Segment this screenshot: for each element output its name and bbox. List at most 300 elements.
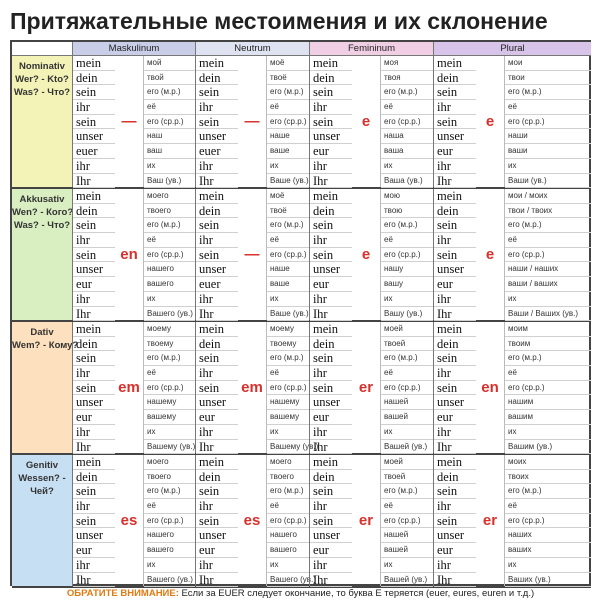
translation-cell: его (ср.р.): [505, 514, 591, 529]
gender-column-plural: [433, 56, 591, 187]
translation-list: [266, 455, 316, 586]
translation-cell: нашему: [144, 395, 195, 410]
pronoun-cell: sein: [73, 351, 115, 366]
pronoun-cell: eur: [196, 543, 238, 558]
translation-cell: Вашего (ув.): [144, 307, 195, 322]
page-title: Притяжательные местоимения и их склонение: [10, 8, 548, 34]
pronoun-cell: mein: [310, 56, 352, 71]
translation-cell: его (м.р.): [267, 484, 309, 499]
pronoun-cell: Ihr: [196, 573, 238, 588]
translation-cell: нашего: [267, 528, 309, 543]
pronoun-cell: ihr: [73, 499, 115, 514]
translation-cell: его (м.р.): [381, 351, 433, 366]
pronoun-cell: unser: [73, 395, 115, 410]
translation-cell: их: [381, 425, 433, 440]
case-q2: Was? - Что?: [13, 220, 71, 231]
pronoun-cell: mein: [434, 189, 476, 204]
pronoun-list: [434, 322, 476, 453]
translation-cell: их: [381, 292, 433, 307]
pronoun-cell: sein: [434, 514, 476, 529]
pronoun-list: [73, 56, 115, 187]
translation-cell: его (ср.р.): [144, 115, 195, 130]
translation-cell: твоего: [267, 470, 309, 485]
translation-cell: моего: [267, 455, 309, 470]
gender-column-plural: [433, 189, 591, 320]
translation-cell: Вашего (ув.): [144, 573, 195, 588]
pronoun-cell: Ihr: [434, 573, 476, 588]
pronoun-cell: ihr: [196, 292, 238, 307]
pronoun-cell: mein: [73, 322, 115, 337]
translation-cell: Вашего (ув.): [267, 573, 309, 588]
pronoun-cell: mein: [434, 56, 476, 71]
translation-cell: твоему: [267, 337, 309, 352]
pronoun-cell: unser: [196, 262, 238, 277]
pronoun-cell: sein: [73, 248, 115, 263]
translation-cell: моему: [144, 322, 195, 337]
pronoun-cell: ihr: [196, 499, 238, 514]
pronoun-cell: eur: [73, 543, 115, 558]
translation-cell: моя: [381, 56, 433, 71]
pronoun-cell: ihr: [196, 100, 238, 115]
pronoun-cell: mein: [73, 455, 115, 470]
pronoun-cell: sein: [310, 484, 352, 499]
pronoun-cell: sein: [310, 115, 352, 130]
gender-column-neutrum: [195, 189, 309, 320]
pronoun-cell: mein: [196, 56, 238, 71]
translation-cell: его (м.р.): [381, 484, 433, 499]
translation-cell: его (м.р.): [144, 484, 195, 499]
case-label-akkusativ: [12, 189, 72, 322]
ending-label: —: [121, 113, 137, 130]
translation-list: [143, 56, 195, 187]
pronoun-cell: ihr: [434, 425, 476, 440]
pronoun-cell: eur: [434, 543, 476, 558]
case-block-akkusativ: [72, 189, 591, 322]
gender-column-maskulinum: [72, 56, 195, 187]
case-label-genitiv: [12, 455, 72, 588]
pronoun-cell: dein: [196, 337, 238, 352]
translation-cell: твоя: [381, 71, 433, 86]
pronoun-cell: dein: [196, 71, 238, 86]
translation-cell: его (ср.р.): [267, 514, 309, 529]
translation-cell: её: [381, 366, 433, 381]
translation-cell: их: [144, 425, 195, 440]
pronoun-cell: eur: [73, 410, 115, 425]
pronoun-cell: dein: [434, 71, 476, 86]
translation-list: [380, 322, 433, 453]
pronoun-cell: mein: [73, 56, 115, 71]
translation-cell: мои: [505, 56, 591, 71]
pronoun-cell: euer: [196, 144, 238, 159]
translation-list: [504, 455, 591, 586]
pronoun-cell: unser: [73, 528, 115, 543]
ending-label: —: [244, 246, 260, 263]
translation-cell: её: [381, 233, 433, 248]
pronoun-cell: sein: [196, 248, 238, 263]
pronoun-list: [434, 56, 476, 187]
translation-cell: его (м.р.): [144, 218, 195, 233]
pronoun-cell: sein: [310, 218, 352, 233]
translation-cell: твою: [381, 204, 433, 219]
pronoun-cell: unser: [73, 262, 115, 277]
translation-cell: моей: [381, 322, 433, 337]
translation-list: [266, 189, 309, 320]
case-block-genitiv: [72, 455, 591, 588]
pronoun-cell: ihr: [196, 366, 238, 381]
translation-cell: наш: [144, 129, 195, 144]
pronoun-cell: Ihr: [73, 573, 115, 588]
pronoun-cell: sein: [310, 381, 352, 396]
translation-cell: его (ср.р.): [505, 115, 591, 130]
gender-column-maskulinum: [72, 189, 195, 320]
translation-cell: твоего: [144, 470, 195, 485]
pronoun-list: [310, 56, 352, 187]
translation-cell: её: [381, 100, 433, 115]
pronoun-cell: Ihr: [196, 307, 238, 322]
translation-cell: его (ср.р.): [381, 248, 433, 263]
translation-cell: мою: [381, 189, 433, 204]
translation-cell: наша: [381, 129, 433, 144]
translation-cell: её: [144, 233, 195, 248]
translation-cell: твой: [144, 71, 195, 86]
translation-cell: Вашей (ув.): [381, 573, 433, 588]
pronoun-list: [196, 455, 238, 586]
pronoun-cell: sein: [196, 381, 238, 396]
translation-cell: его (м.р.): [505, 351, 591, 366]
translation-list: [143, 322, 195, 453]
pronoun-cell: Ihr: [73, 440, 115, 455]
pronoun-cell: sein: [434, 248, 476, 263]
pronoun-cell: mein: [310, 322, 352, 337]
ending-label: en: [481, 379, 499, 396]
pronoun-list: [196, 56, 238, 187]
translation-cell: вашей: [381, 543, 433, 558]
pronoun-cell: ihr: [73, 425, 115, 440]
translation-cell: её: [505, 499, 591, 514]
case-label-nominativ: [12, 56, 72, 189]
ending-label: es: [243, 512, 261, 529]
translation-cell: нашу: [381, 262, 433, 277]
pronoun-cell: Ihr: [310, 307, 352, 322]
translation-list: [380, 455, 433, 586]
pronoun-cell: ihr: [196, 233, 238, 248]
translation-cell: его (м.р.): [505, 85, 591, 100]
translation-cell: твоим: [505, 337, 591, 352]
pronoun-list: [196, 189, 238, 320]
pronoun-cell: sein: [434, 381, 476, 396]
translation-cell: её: [267, 499, 309, 514]
pronoun-cell: unser: [310, 129, 352, 144]
translation-cell: их: [381, 159, 433, 174]
translation-cell: его (м.р.): [505, 218, 591, 233]
ending-label: en: [120, 246, 138, 263]
pronoun-cell: ihr: [310, 100, 352, 115]
declension-table: [10, 40, 591, 586]
pronoun-cell: ihr: [196, 425, 238, 440]
pronoun-list: [434, 455, 476, 586]
pronoun-cell: sein: [196, 351, 238, 366]
translation-list: [380, 56, 433, 187]
translation-cell: твоего: [144, 204, 195, 219]
translation-cell: его (ср.р.): [381, 381, 433, 396]
pronoun-cell: sein: [310, 85, 352, 100]
pronoun-cell: sein: [196, 85, 238, 100]
case-q1: Wen? - Кого?: [12, 207, 74, 218]
translation-list: [380, 189, 433, 320]
pronoun-cell: Ihr: [310, 573, 352, 588]
case-q1: Wessen? -: [18, 473, 66, 484]
pronoun-cell: sein: [73, 218, 115, 233]
translation-cell: нашему: [267, 395, 309, 410]
translation-cell: твоему: [144, 337, 195, 352]
pronoun-cell: dein: [310, 204, 352, 219]
ending-label: er: [358, 379, 374, 396]
translation-cell: его (м.р.): [144, 85, 195, 100]
translation-cell: её: [267, 100, 309, 115]
pronoun-cell: sein: [434, 484, 476, 499]
translation-cell: её: [144, 366, 195, 381]
ending-label: er: [482, 512, 498, 529]
translation-cell: моего: [144, 455, 195, 470]
translation-cell: моего: [144, 189, 195, 204]
gender-column-femininum: [309, 189, 433, 320]
pronoun-cell: eur: [310, 410, 352, 425]
translation-cell: ваши: [505, 144, 591, 159]
pronoun-cell: mein: [196, 322, 238, 337]
translation-cell: его (м.р.): [381, 218, 433, 233]
translation-cell: ваш: [144, 144, 195, 159]
pronoun-cell: dein: [434, 337, 476, 352]
translation-cell: его (ср.р.): [267, 381, 309, 396]
translation-cell: вашим: [505, 410, 591, 425]
pronoun-cell: mein: [310, 189, 352, 204]
translation-cell: его (м.р.): [505, 484, 591, 499]
pronoun-cell: sein: [196, 514, 238, 529]
pronoun-cell: eur: [310, 543, 352, 558]
pronoun-cell: dein: [196, 470, 238, 485]
translation-cell: их: [505, 159, 591, 174]
pronoun-cell: sein: [434, 351, 476, 366]
translation-cell: Ваших (ув.): [505, 573, 591, 588]
translation-cell: наших: [505, 528, 591, 543]
translation-cell: его (ср.р.): [267, 248, 309, 263]
translation-cell: их: [505, 292, 591, 307]
pronoun-cell: Ihr: [434, 174, 476, 189]
pronoun-cell: sein: [196, 115, 238, 130]
pronoun-cell: sein: [434, 115, 476, 130]
gender-column-neutrum: [195, 56, 309, 187]
translation-cell: вашему: [267, 410, 309, 425]
translation-cell: Ваша (ув.): [381, 174, 433, 189]
translation-cell: его (ср.р.): [505, 248, 591, 263]
pronoun-cell: ihr: [310, 499, 352, 514]
translation-cell: ваше: [267, 144, 309, 159]
pronoun-list: [434, 189, 476, 320]
pronoun-cell: dein: [310, 470, 352, 485]
pronoun-cell: unser: [310, 528, 352, 543]
pronoun-cell: ihr: [73, 159, 115, 174]
pronoun-cell: sein: [196, 218, 238, 233]
pronoun-cell: ihr: [73, 233, 115, 248]
translation-cell: их: [267, 292, 309, 307]
pronoun-cell: mein: [196, 455, 238, 470]
translation-cell: Вашему (ув.): [144, 440, 195, 455]
translation-cell: твоей: [381, 337, 433, 352]
pronoun-cell: dein: [73, 470, 115, 485]
ending-label: e: [361, 113, 371, 130]
footnote-warning: ОБРАТИТЕ ВНИМАНИЕ:: [66, 588, 179, 599]
translation-cell: его (ср.р.): [267, 115, 309, 130]
translation-cell: их: [267, 425, 309, 440]
translation-cell: моему: [267, 322, 309, 337]
translation-cell: Ваш (ув.): [144, 174, 195, 189]
translation-cell: Вашу (ув.): [381, 307, 433, 322]
pronoun-cell: Ihr: [196, 174, 238, 189]
pronoun-cell: unser: [310, 395, 352, 410]
header-neutrum: Neutrum: [195, 42, 309, 56]
translation-cell: её: [267, 366, 309, 381]
pronoun-cell: dein: [196, 204, 238, 219]
translation-cell: его (ср.р.): [144, 248, 195, 263]
translation-cell: его (ср.р.): [381, 514, 433, 529]
pronoun-cell: Ihr: [73, 307, 115, 322]
pronoun-cell: Ihr: [434, 440, 476, 455]
translation-cell: его (ср.р.): [505, 381, 591, 396]
translation-cell: их: [144, 558, 195, 573]
ending-label: er: [358, 512, 374, 529]
translation-cell: ваши / ваших: [505, 277, 591, 292]
case-label-dativ: [12, 322, 79, 455]
translation-cell: нашего: [144, 528, 195, 543]
pronoun-list: [73, 189, 115, 320]
pronoun-cell: eur: [434, 144, 476, 159]
pronoun-cell: eur: [434, 410, 476, 425]
pronoun-cell: sein: [434, 218, 476, 233]
translation-cell: их: [381, 558, 433, 573]
case-name: Dativ: [30, 327, 54, 338]
translation-cell: твоей: [381, 470, 433, 485]
translation-list: [266, 322, 319, 453]
pronoun-cell: ihr: [310, 159, 352, 174]
translation-cell: их: [144, 159, 195, 174]
translation-list: [143, 189, 195, 320]
header-femininum: Femininum: [309, 42, 433, 56]
pronoun-cell: ihr: [434, 233, 476, 248]
pronoun-cell: sein: [73, 484, 115, 499]
pronoun-cell: unser: [434, 528, 476, 543]
translation-cell: наши: [505, 129, 591, 144]
translation-cell: вашему: [144, 410, 195, 425]
header-maskulinum: Maskulinum: [72, 42, 195, 56]
translation-cell: её: [505, 366, 591, 381]
pronoun-cell: eur: [73, 277, 115, 292]
pronoun-cell: ihr: [310, 366, 352, 381]
translation-cell: вашего: [144, 543, 195, 558]
pronoun-cell: mein: [434, 455, 476, 470]
translation-cell: моё: [267, 189, 309, 204]
translation-cell: мой: [144, 56, 195, 71]
pronoun-cell: ihr: [73, 366, 115, 381]
pronoun-cell: sein: [73, 514, 115, 529]
pronoun-cell: eur: [196, 410, 238, 425]
gender-column-femininum: [309, 455, 433, 586]
translation-cell: её: [144, 100, 195, 115]
translation-list: [504, 322, 591, 453]
pronoun-cell: unser: [73, 129, 115, 144]
pronoun-cell: ihr: [434, 100, 476, 115]
translation-cell: его (м.р.): [144, 351, 195, 366]
translation-cell: твои: [505, 71, 591, 86]
gender-column-maskulinum: [72, 455, 195, 586]
pronoun-cell: sein: [196, 484, 238, 499]
translation-cell: её: [144, 499, 195, 514]
header-plural: Plural: [433, 42, 591, 56]
translation-cell: нашего: [144, 262, 195, 277]
translation-cell: моё: [267, 56, 309, 71]
pronoun-cell: ihr: [196, 159, 238, 174]
translation-cell: твоих: [505, 470, 591, 485]
ending-label: em: [118, 379, 140, 396]
gender-column-plural: [433, 455, 591, 586]
pronoun-cell: ihr: [310, 292, 352, 307]
translation-cell: наши / наших: [505, 262, 591, 277]
translation-list: [266, 56, 309, 187]
pronoun-cell: unser: [196, 528, 238, 543]
header-corner: [12, 42, 72, 56]
pronoun-cell: ihr: [310, 558, 352, 573]
pronoun-cell: ihr: [196, 558, 238, 573]
pronoun-cell: ihr: [434, 558, 476, 573]
case-q2: Чей?: [30, 486, 54, 497]
translation-cell: Ваше (ув.): [267, 307, 309, 322]
translation-cell: её: [505, 100, 591, 115]
translation-list: [504, 189, 591, 320]
translation-cell: её: [267, 233, 309, 248]
translation-cell: его (ср.р.): [381, 115, 433, 130]
pronoun-cell: dein: [310, 71, 352, 86]
ending-label: e: [361, 246, 371, 263]
translation-cell: моим: [505, 322, 591, 337]
footnote: [10, 588, 591, 599]
pronoun-cell: Ihr: [196, 440, 238, 455]
pronoun-list: [310, 455, 352, 586]
translation-cell: Ваше (ув.): [267, 174, 309, 189]
pronoun-cell: ihr: [310, 425, 352, 440]
pronoun-cell: Ihr: [73, 174, 115, 189]
pronoun-cell: mein: [73, 189, 115, 204]
translation-cell: нашим: [505, 395, 591, 410]
pronoun-cell: unser: [310, 262, 352, 277]
pronoun-cell: unser: [434, 129, 476, 144]
case-q1: Wer? - Kto?: [15, 74, 69, 85]
pronoun-cell: dein: [73, 204, 115, 219]
translation-cell: их: [144, 292, 195, 307]
translation-cell: вашей: [381, 410, 433, 425]
case-block-dativ: [72, 322, 591, 455]
translation-list: [504, 56, 591, 187]
translation-cell: ваше: [267, 277, 309, 292]
translation-cell: нашей: [381, 528, 433, 543]
pronoun-cell: Ihr: [310, 440, 352, 455]
translation-cell: их: [505, 558, 591, 573]
pronoun-list: [73, 455, 115, 586]
translation-cell: его (м.р.): [381, 85, 433, 100]
pronoun-cell: sein: [310, 514, 352, 529]
pronoun-cell: mein: [310, 455, 352, 470]
translation-list: [143, 455, 195, 586]
pronoun-cell: sein: [310, 351, 352, 366]
pronoun-cell: ihr: [310, 233, 352, 248]
